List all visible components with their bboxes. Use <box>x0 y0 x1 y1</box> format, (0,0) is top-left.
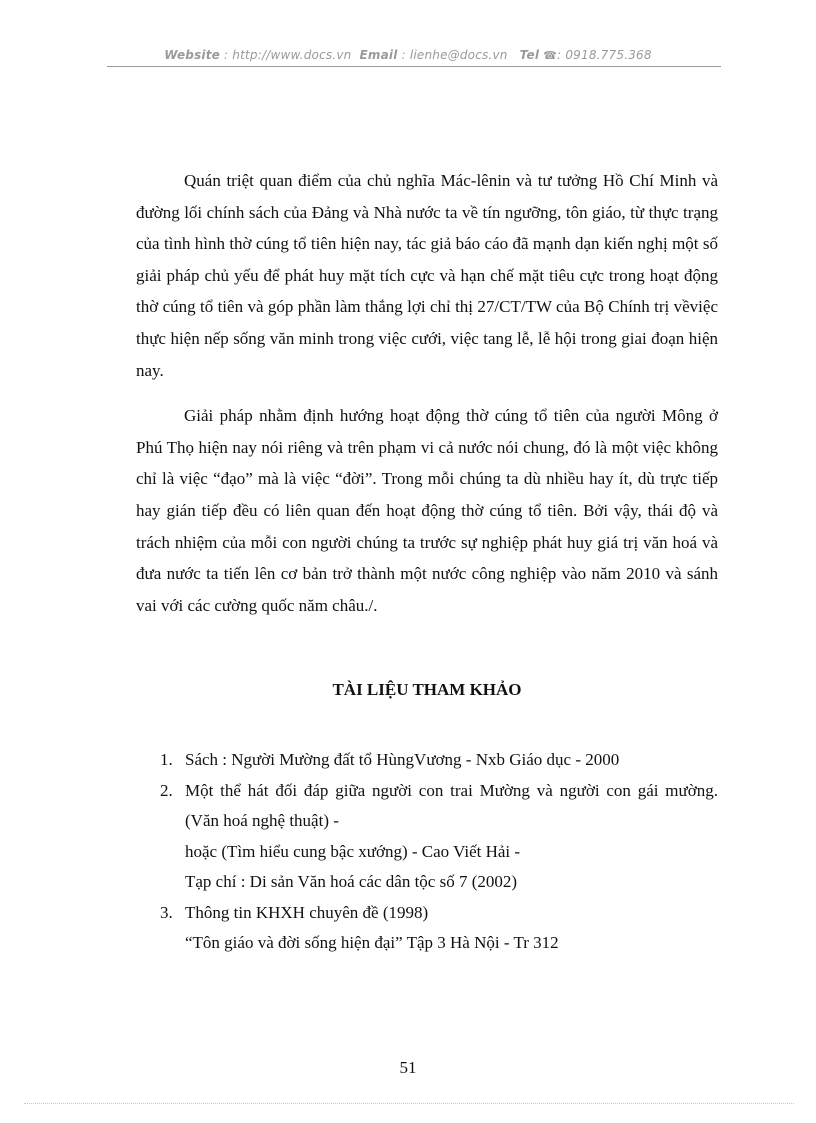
references-list <box>160 745 718 959</box>
tel-label: Tel <box>519 48 540 62</box>
reference-line: Sách : Người Mường đất tổ HùngVương - Nxb Giáo dục - 2000 <box>185 750 620 769</box>
website-value: : http://www.docs.vn <box>220 48 352 62</box>
email-value: : lienhe@docs.vn <box>397 48 508 62</box>
reference-item <box>160 745 718 776</box>
reference-line: hoặc (Tìm hiểu cung bậc xướng) - Cao Viết Hải - <box>185 841 521 861</box>
reference-text <box>185 776 718 898</box>
website-label: Website <box>164 48 221 62</box>
page-number: 51 <box>399 1058 417 1077</box>
references-title: TÀI LIỆU THAM KHẢO <box>332 680 522 699</box>
header-divider <box>107 66 721 67</box>
reference-line: “Tôn giáo và đời sống hiện đại” Tập 3 Hà Nội - Tr 312 <box>185 933 559 952</box>
paragraph: Quán triệt quan điểm của chủ nghĩa Mác-lênin và tư tưởng Hồ Chí Minh và đường lối chính sách của Đảng và Nhà nước ta về tín ngưỡng, tôn giáo, từ thực trạng của tình hình thờ cúng tổ tiên hiện nay, tác giả báo cáo đã mạnh dạn kiến nghị một số giải pháp chủ yếu để phát huy mặt tích cực và hạn chế mặt tiêu cực trong hoạt động thờ cúng tổ tiên và góp phần làm thắng lợi chỉ thị 27/CT/TW của Bộ Chính trị vềviệc thực hiện nếp sống văn minh trong việc cưới, việc tang lễ, lễ hội trong giai đoạn hiện nay. <box>136 171 718 380</box>
reference-number: 1. <box>160 750 173 769</box>
reference-item <box>160 776 718 898</box>
reference-line: Một thể hát đối đáp giữa người con trai Mường và người con gái mường. (Văn hoá nghệ thuật) - <box>185 780 718 830</box>
paragraph: Giải pháp nhằm định hướng hoạt động thờ cúng tổ tiên của người Mông ở Phú Thọ hiện nay nói riêng và trên phạm vi cả nước nói chung, đó là một việc không chỉ là việc “đạo” mà là việc “đời”. Trong mỗi chúng ta dù nhiều hay ít, dù trực tiếp hay gián tiếp đều có liên quan đến hoạt động thờ cúng tổ tiên. Bởi vậy, thái độ và trách nhiệm của mỗi con người chúng ta trước sự nghiệp phát huy giá trị văn hoá và đưa nước ta tiến lên cơ bản trở thành một nước công nghiệp vào năm 2010 và sánh vai với các cường quốc năm châu./. <box>136 406 718 615</box>
reference-number: 3. <box>160 902 173 922</box>
document-body <box>136 165 718 621</box>
phone-icon: ☎ <box>543 49 558 62</box>
reference-line: Thông tin KHXH chuyên đề (1998) <box>185 902 429 922</box>
reference-item <box>160 898 718 959</box>
reference-text <box>185 898 718 959</box>
footer-divider <box>24 1103 794 1104</box>
reference-number: 2. <box>160 780 173 800</box>
reference-text <box>185 745 718 776</box>
email-label: Email <box>359 48 398 62</box>
tel-value: : 0918.775.368 <box>557 48 652 62</box>
page-header <box>0 48 816 62</box>
reference-line: Tạp chí : Di sản Văn hoá các dân tộc số 7 (2002) <box>185 872 518 891</box>
